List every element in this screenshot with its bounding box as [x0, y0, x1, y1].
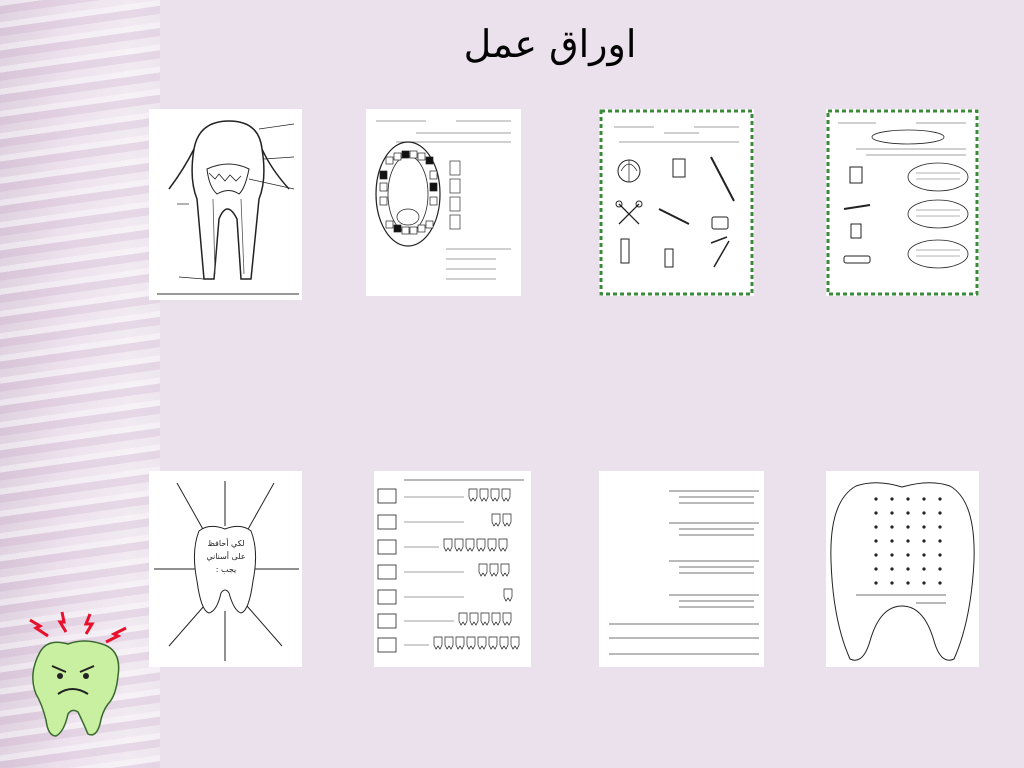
- tooth-poster-caption: لكي أحافظ على أسناني يجب :: [206, 539, 246, 574]
- matching-sheet: [826, 109, 979, 296]
- problems-sheet: [599, 471, 764, 667]
- worksheet-matching-sentences[interactable]: [826, 109, 979, 296]
- counting-sheet: [374, 471, 531, 667]
- tooth-anatomy-diagram: [149, 109, 302, 300]
- worksheet-mouth-diagram[interactable]: [366, 109, 521, 296]
- worksheet-cleaning-tools[interactable]: [599, 109, 754, 296]
- angry-tooth-icon: [22, 608, 137, 743]
- worksheet-counting-teeth[interactable]: [374, 471, 531, 667]
- tools-sheet: [599, 109, 754, 296]
- mouth-diagram: [366, 109, 521, 296]
- worksheet-word-problems[interactable]: [599, 471, 764, 667]
- worksheet-tooth-care-poster[interactable]: [149, 471, 302, 667]
- worksheet-tooth-anatomy[interactable]: [149, 109, 302, 300]
- word-search-tooth: [826, 471, 979, 667]
- slide-title: اوراق عمل: [463, 22, 637, 66]
- angry-tooth-mascot: [22, 608, 137, 743]
- worksheet-word-search[interactable]: [826, 471, 979, 667]
